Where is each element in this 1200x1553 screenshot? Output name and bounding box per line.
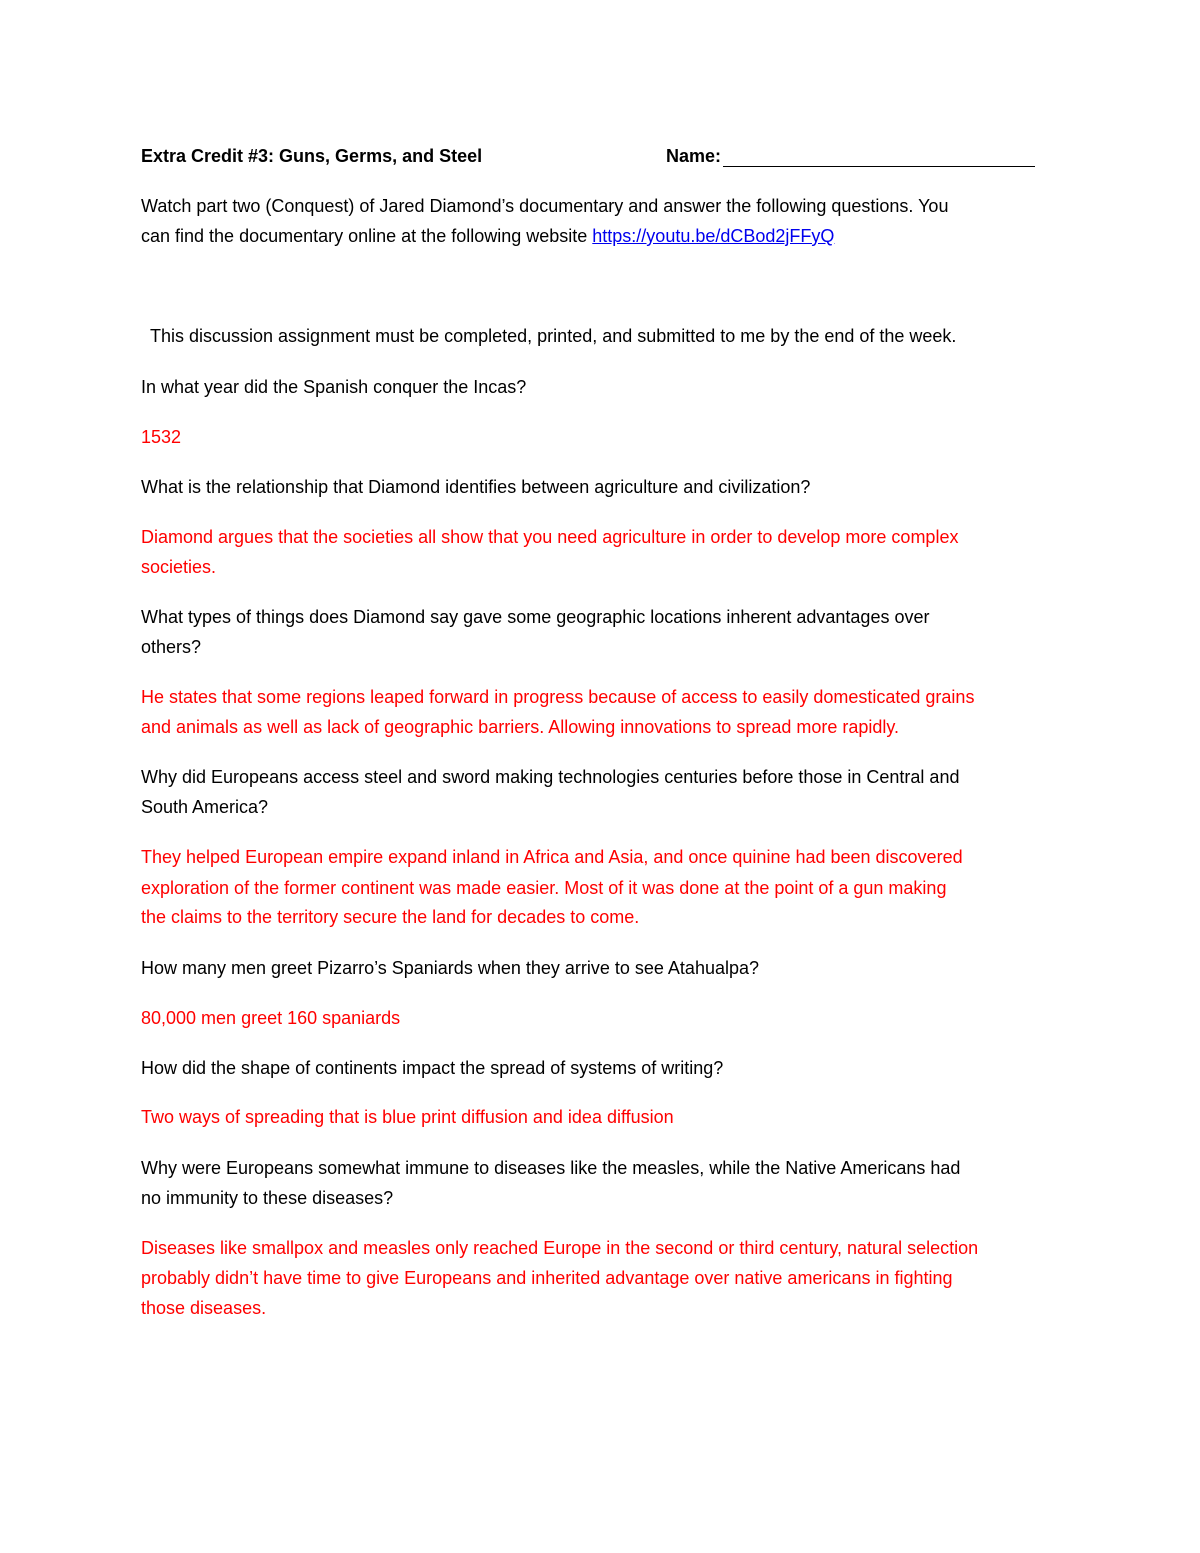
answer-4-line-1: They helped European empire expand inland in Africa and Asia, and once quinine had been discovered <box>141 847 963 867</box>
answer-4-line-3: the claims to the territory secure the land for decades to come. <box>141 907 640 927</box>
answer-7-line-3: those diseases. <box>141 1298 267 1318</box>
page-title: Extra Credit #3: Guns, Germs, and Steel <box>141 146 483 166</box>
name-blank-line <box>723 149 1035 167</box>
question-4-line-1: Why did Europeans access steel and sword making technologies centuries before those in Central and <box>141 767 960 787</box>
answer-3-line-1: He states that some regions leaped forward in progress because of access to easily domesticated grains <box>141 687 975 707</box>
question-3-line-1: What types of things does Diamond say gave some geographic locations inherent advantages over <box>141 607 930 627</box>
intro-line-1: Watch part two (Conquest) of Jared Diamond’s documentary and answer the following questions. You <box>141 196 949 216</box>
answer-7-line-2: probably didn’t have time to give Europeans and inherited advantage over native americans in fighting <box>141 1268 953 1288</box>
answer-1: 1532 <box>141 427 182 447</box>
question-7-line-1: Why were Europeans somewhat immune to diseases like the measles, while the Native Americans had <box>141 1158 961 1178</box>
question-5: How many men greet Pizarro’s Spaniards when they arrive to see Atahualpa? <box>141 958 760 978</box>
answer-2-line-1: Diamond argues that the societies all show that you need agriculture in order to develop more complex <box>141 527 959 547</box>
intro-line-2 <box>141 225 834 247</box>
name-field <box>666 145 1035 167</box>
answer-4-line-2: exploration of the former continent was made easier. Most of it was done at the point of a gun making <box>141 878 947 898</box>
instruction-text: This discussion assignment must be completed, printed, and submitted to me by the end of the week. <box>150 326 957 346</box>
question-6: How did the shape of continents impact the spread of systems of writing? <box>141 1058 724 1078</box>
answer-5: 80,000 men greet 160 spaniards <box>141 1008 401 1028</box>
question-4-line-2: South America? <box>141 797 269 817</box>
answer-2-line-2: societies. <box>141 557 217 577</box>
answer-3-line-2: and animals as well as lack of geographic barriers. Allowing innovations to spread more rapidly. <box>141 717 900 737</box>
question-3-line-2: others? <box>141 637 202 657</box>
answer-6: Two ways of spreading that is blue print diffusion and idea diffusion <box>141 1107 674 1127</box>
answer-7-line-1: Diseases like smallpox and measles only reached Europe in the second or third century, natural selection <box>141 1238 979 1258</box>
question-7-line-2: no immunity to these diseases? <box>141 1188 394 1208</box>
name-label: Name: <box>666 146 722 166</box>
question-1: In what year did the Spanish conquer the Incas? <box>141 377 527 397</box>
documentary-link[interactable]: https://youtu.be/dCBod2jFFyQ <box>592 226 835 246</box>
intro-line-2-text: can find the documentary online at the following website <box>141 226 593 246</box>
question-2: What is the relationship that Diamond identifies between agriculture and civilization? <box>141 477 811 497</box>
